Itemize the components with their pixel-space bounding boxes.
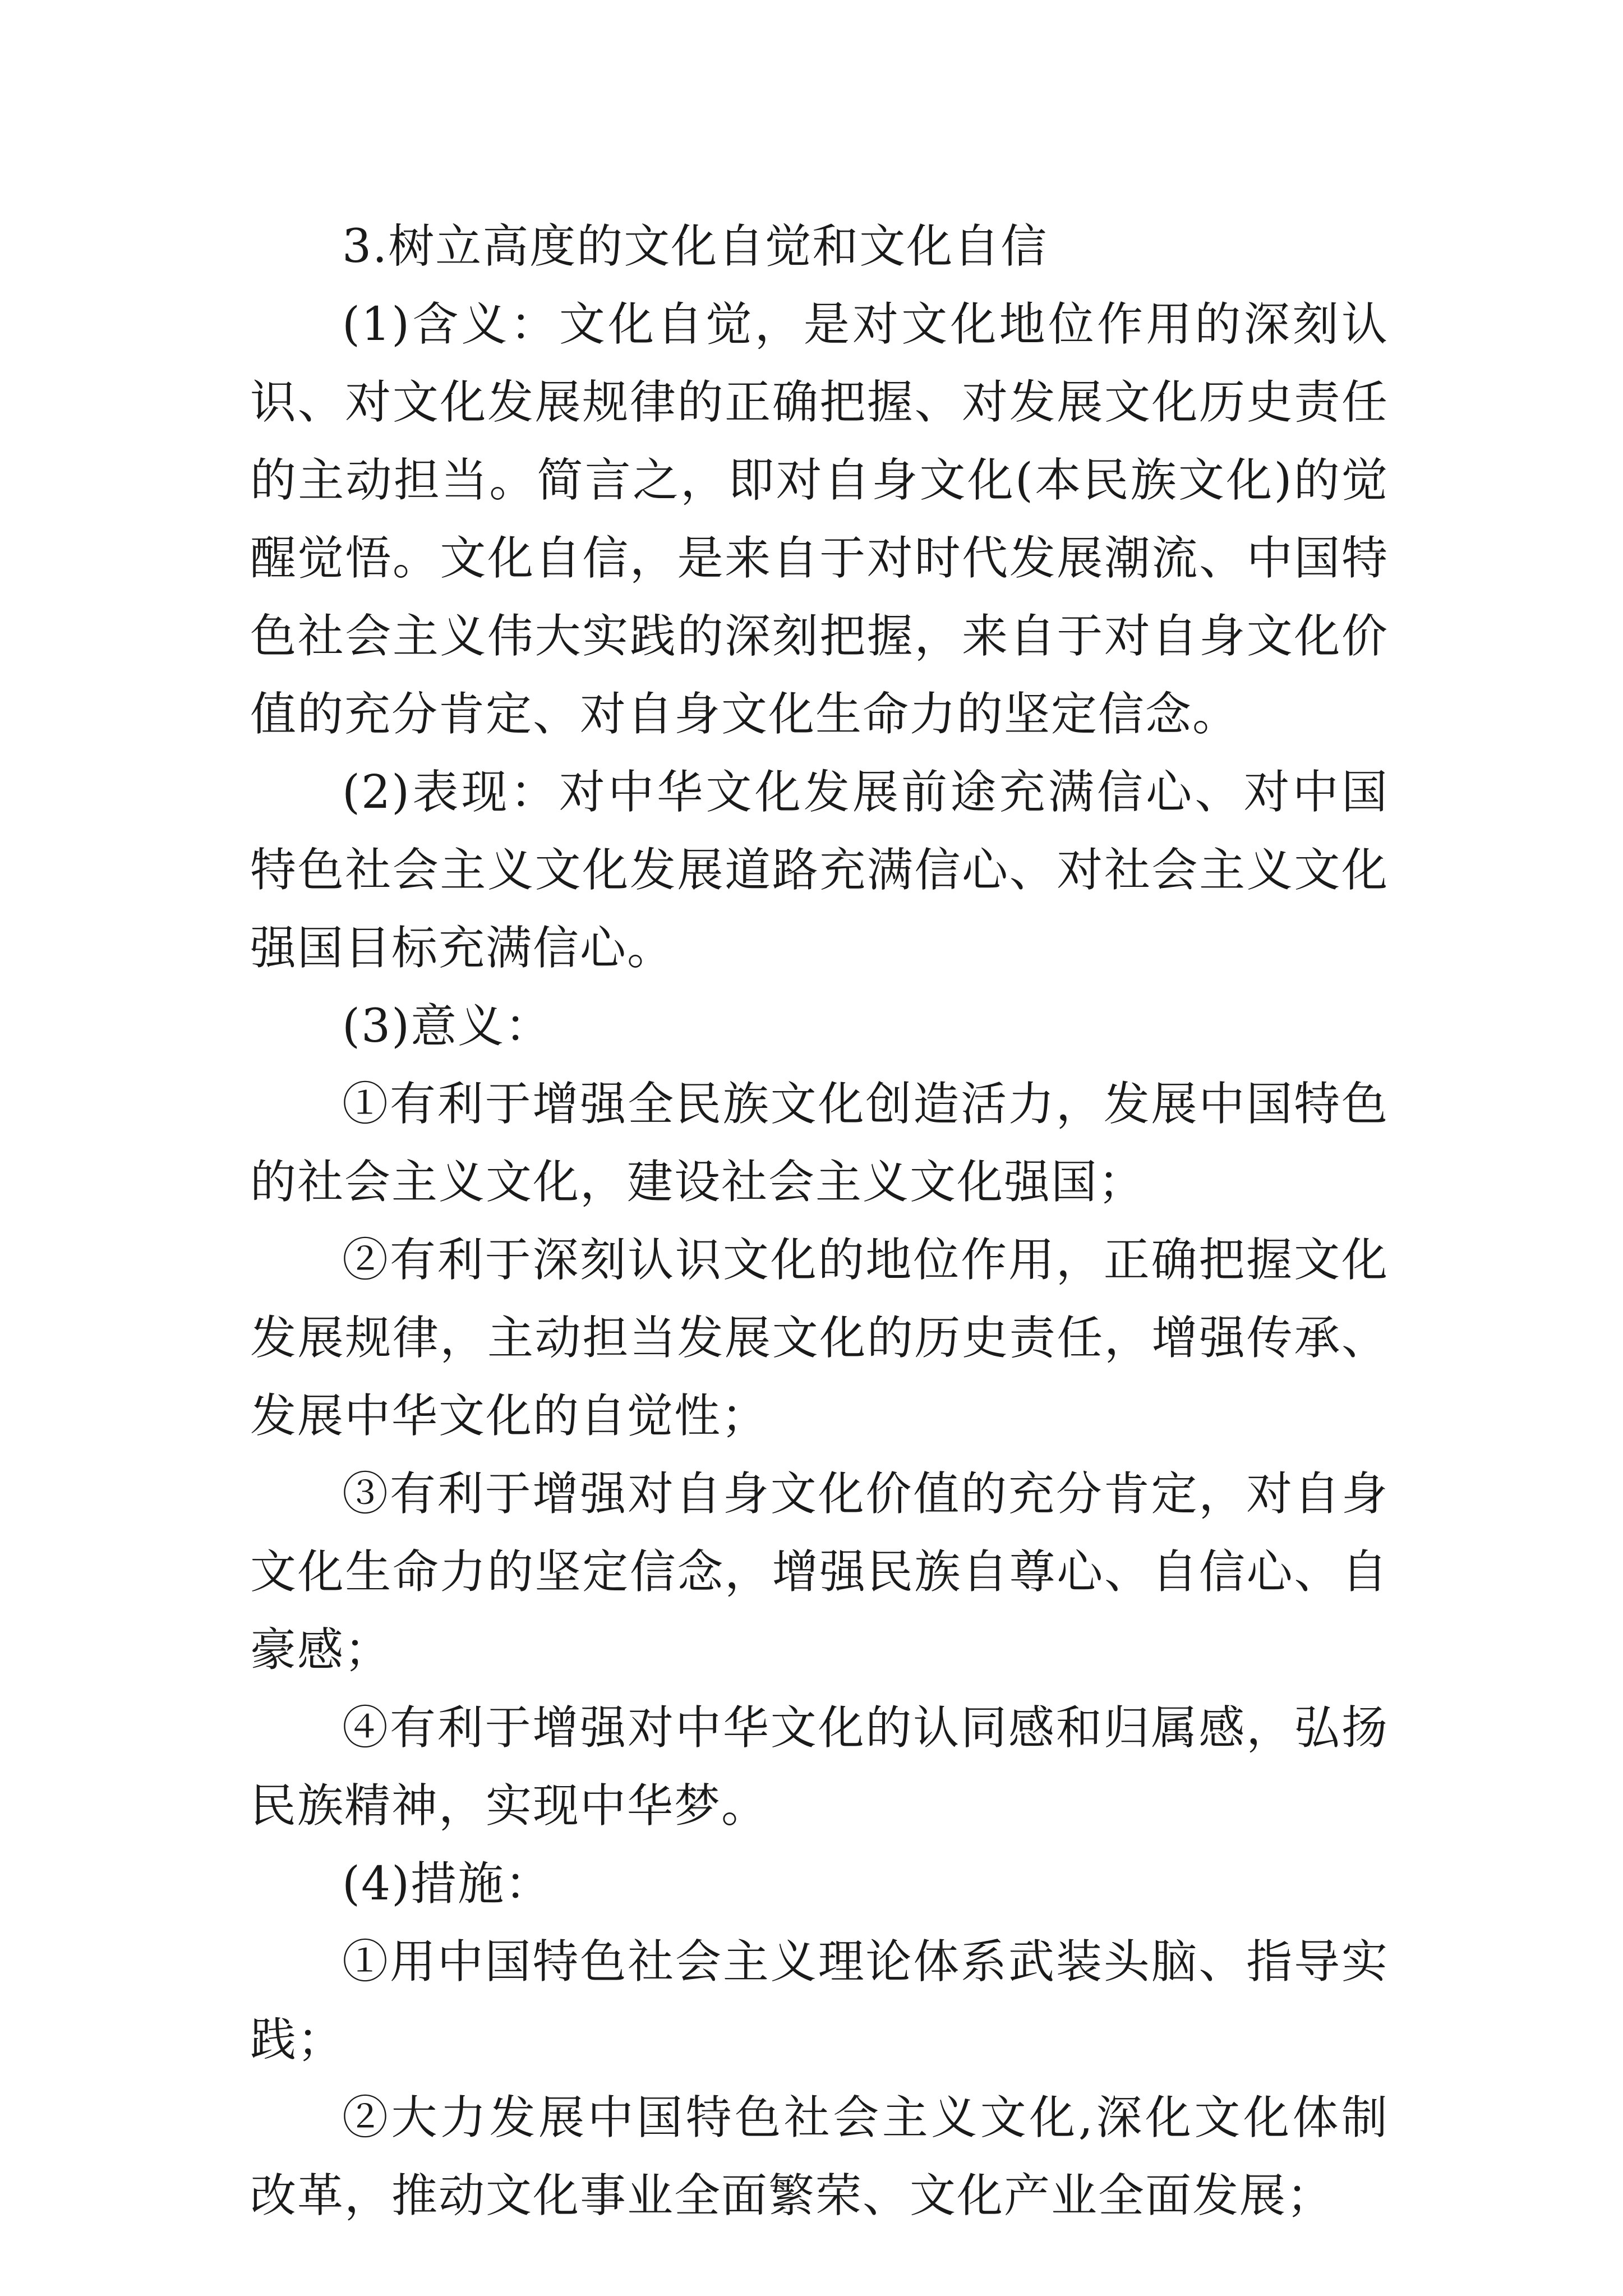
measure-item-2: ②大力发展中国特色社会主义文化,深化文化体制改革，推动文化事业全面繁荣、文化产业全面发展； <box>250 2091 1389 2223</box>
document-body <box>250 208 1389 2235</box>
significance-item-3: ③有利于增强对自身文化价值的充分肯定，对自身文化生命力的坚定信念，增强民族自尊心、自信心、自豪感； <box>250 1467 1389 1677</box>
significance-item-4: ④有利于增强对中华文化的认同感和归属感，弘扬民族精神，实现中华梦。 <box>250 1701 1389 1833</box>
section-heading: 3.树立高度的文化自觉和文化自信 <box>342 220 1048 273</box>
significance-item-1: ①有利于增强全民族文化创造活力，发展中国特色的社会主义文化，建设社会主义文化强国； <box>250 1078 1389 1209</box>
paragraph-meaning: (1)含义：文化自觉，是对文化地位作用的深刻认识、对文化发展规律的正确把握、对发展文化历史责任的主动担当。简言之，即对自身文化(本民族文化)的觉醒觉悟。文化自信，是来自于对时代发展潮流、中国特色社会主义伟大实践的深刻把握，来自于对自身文化价值的充分肯定、对自身文化生命力的坚定信念。 <box>250 298 1389 741</box>
subheading-significance: (3)意义： <box>342 1000 552 1053</box>
significance-item-2: ②有利于深刻认识文化的地位作用，正确把握文化发展规律，主动担当发展文化的历史责任，增强传承、发展中华文化的自觉性； <box>250 1234 1389 1443</box>
paragraph-manifestation: (2)表现：对中华文化发展前途充满信心、对中国特色社会主义文化发展道路充满信心、对社会主义文化强国目标充满信心。 <box>250 766 1389 975</box>
measure-item-1: ①用中国特色社会主义理论体系武装头脑、指导实践； <box>250 1935 1389 2067</box>
subheading-measures: (4)措施： <box>342 1857 552 1911</box>
